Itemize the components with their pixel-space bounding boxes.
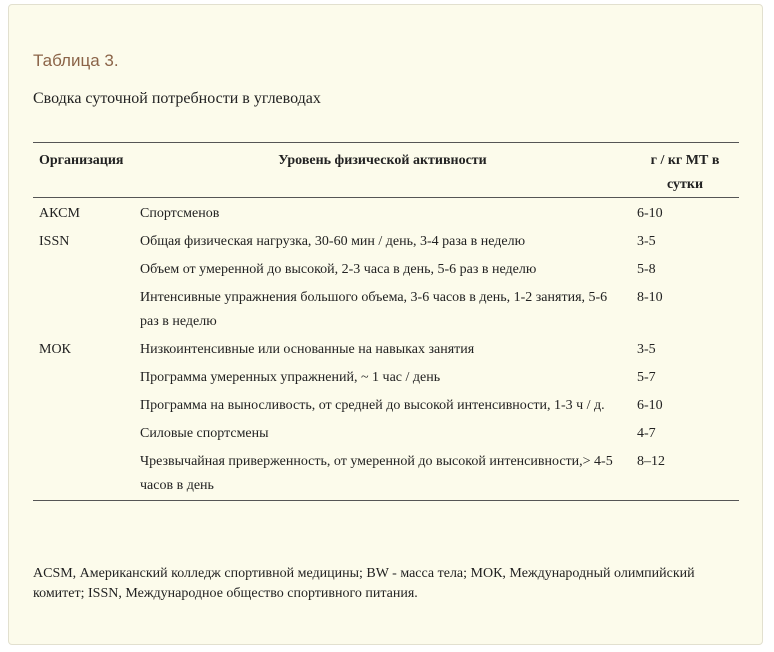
table-title: Сводка суточной потребности в углеводах [33, 90, 321, 107]
table-row [33, 228, 739, 256]
row-value: 5-8 [637, 262, 656, 277]
row-value: 4-7 [637, 426, 656, 441]
row-activity-level: Объем от умеренной до высокой, 2-3 часа в день, 5-6 раз в неделю [140, 262, 537, 277]
row-value: 3-5 [637, 342, 656, 357]
table-row [33, 284, 739, 336]
header-grams-per-kg: г / кг МТ в сутки [650, 153, 720, 192]
table-row [33, 392, 739, 420]
row-value: 6-10 [637, 398, 663, 413]
row-activity-level: Программа умеренных упражнений, ~ 1 час / день [140, 370, 441, 385]
row-organization [33, 448, 134, 501]
table-row [33, 420, 739, 448]
table-header-row [33, 143, 739, 198]
header-activity-level: Уровень физической активности [278, 153, 487, 168]
table-label: Таблица 3. [33, 51, 119, 70]
row-organization [33, 364, 134, 392]
row-activity-level: Общая физическая нагрузка, 30-60 мин / день, 3-4 раза в неделю [140, 234, 526, 249]
row-organization: МОК [39, 342, 71, 357]
row-value: 3-5 [637, 234, 656, 249]
row-organization [33, 392, 134, 420]
table-card [8, 4, 763, 645]
row-value: 8–12 [637, 454, 665, 469]
row-activity-level: Силовые спортсмены [140, 426, 269, 441]
row-activity-level: Спортсменов [140, 206, 220, 221]
row-value: 8-10 [637, 290, 663, 305]
row-value: 6-10 [637, 206, 663, 221]
table-row [33, 198, 739, 229]
row-organization [33, 256, 134, 284]
carbohydrate-requirements-table [33, 142, 739, 501]
row-organization: ISSN [39, 234, 70, 249]
row-activity-level: Низкоинтенсивные или основанные на навыках занятия [140, 342, 475, 357]
row-activity-level: Чрезвычайная приверженность, от умеренной до высокой интенсивности,> 4-5 часов в день [140, 454, 613, 493]
header-organization: Организация [39, 153, 124, 168]
table-row [33, 256, 739, 284]
table-footnote: ACSM, Американский колледж спортивной медицины; BW - масса тела; МОК, Международный олимпийский комитет; ISSN, Международное общество спортивного питания. [33, 566, 695, 601]
table-row [33, 448, 739, 501]
row-organization: АКСМ [39, 206, 80, 221]
row-value: 5-7 [637, 370, 656, 385]
table-row [33, 364, 739, 392]
row-organization [33, 284, 134, 336]
table-row [33, 336, 739, 364]
row-activity-level: Программа на выносливость, от средней до высокой интенсивности, 1-3 ч / д. [140, 398, 605, 413]
row-organization [33, 420, 134, 448]
row-activity-level: Интенсивные упражнения большого объема, 3-6 часов в день, 1-2 занятия, 5-6 раз в неделю [140, 290, 608, 329]
